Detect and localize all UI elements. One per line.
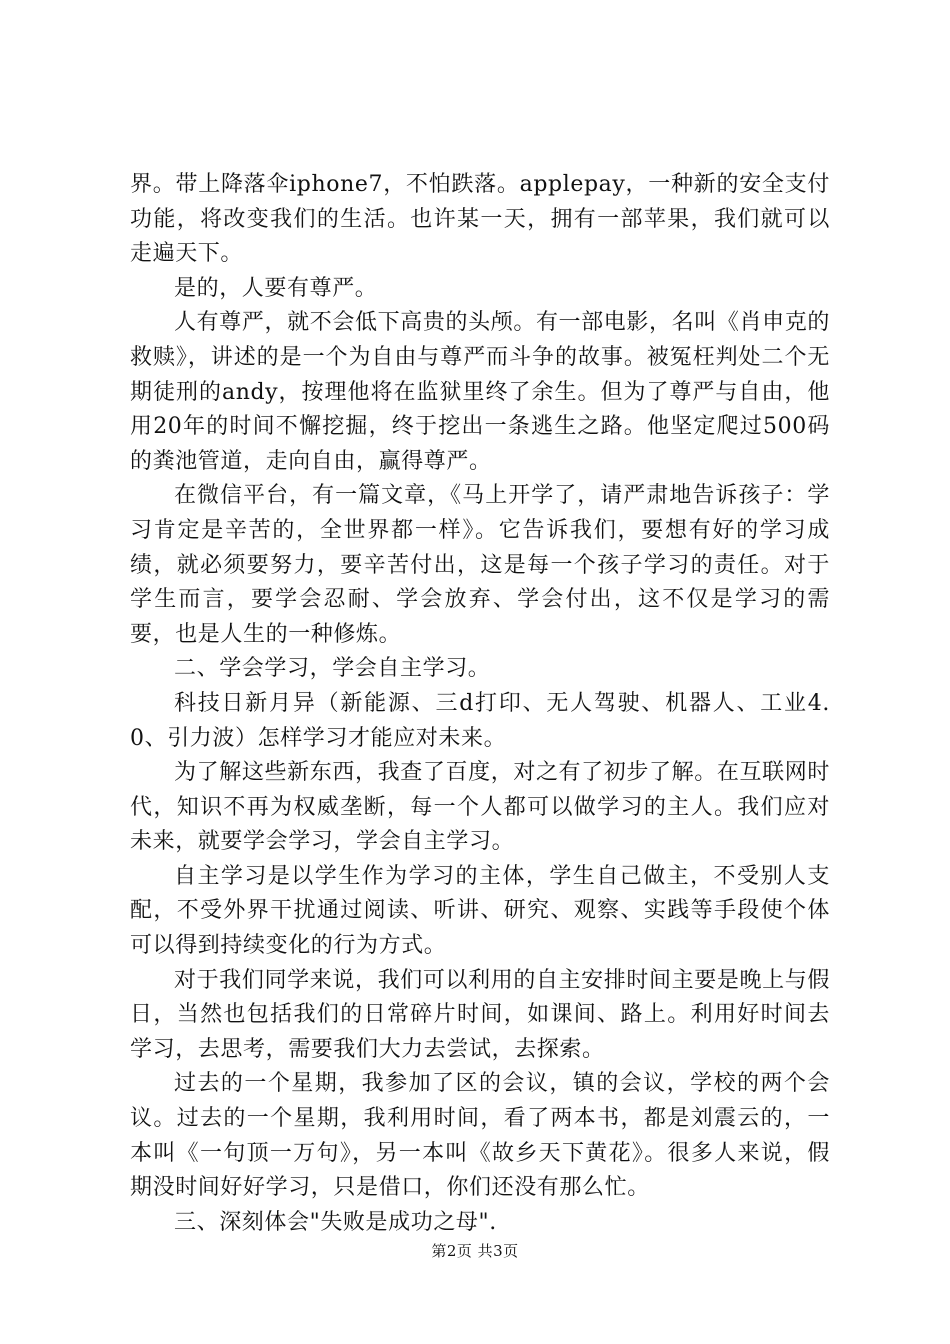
paragraph-wechat-article: 在微信平台，有一篇文章，《马上开学了，请严肃地告诉孩子：学习肯定是辛苦的，全世界都一样》。它告诉我们，要想有好的学习成绩，就必须要努力，要辛苦付出，这是每一个孩子学习的责任。对于学生而言，要学会忍耐、学会放弃、学会付出，这不仅是学习的需要，也是人生的一种修炼。 bbox=[130, 483, 830, 647]
paragraph-self-study-definition: 自主学习是以学生作为学习的主体，学生自己做主，不受别人支配，不受外界干扰通过阅读、听讲、研究、观察、实践等手段使个体可以得到持续变化的行为方式。 bbox=[130, 863, 830, 959]
section-heading-three: 三、深刻体会"失败是成功之母". bbox=[174, 1209, 497, 1235]
paragraph-shawshank: 人有尊严，就不会低下高贵的头颅。有一部电影，名叫《肖申克的救赎》，讲述的是一个为自由与尊严而斗争的故事。被冤枉判处二个无期徒刑的andy，按理他将在监狱里终了余生。但为了尊严与自由，他用20年的时间不懈挖掘，终于挖出一条逃生之路。他坚定爬过500码的粪池管道，走向自由，赢得尊严。 bbox=[130, 310, 830, 474]
paragraph-technology: 科技日新月异（新能源、三d打印、无人驾驶、机器人、工业4.0、引力波）怎样学习才能应对未来。 bbox=[130, 690, 830, 751]
paragraph-baidu: 为了解这些新东西，我查了百度，对之有了初步了解。在互联网时代，知识不再为权威垄断，每一个人都可以做学习的主人。我们应对未来，就要学会学习，学会自主学习。 bbox=[130, 760, 830, 855]
document-body bbox=[130, 168, 830, 1240]
page-number-footer: 第2页 共3页 bbox=[431, 1242, 519, 1260]
paragraph-time-usage: 对于我们同学来说，我们可以利用的自主安排时间主要是晚上与假日，当然也包括我们的日常碎片时间，如课间、路上。利用好时间去学习，去思考，需要我们大力去尝试，去探索。 bbox=[130, 967, 830, 1062]
paragraph-continuation: 界。带上降落伞iphone7，不怕跌落。applepay，一种新的安全支付功能，将改变我们的生活。也许某一天，拥有一部苹果，我们就可以走遍天下。 bbox=[130, 172, 830, 267]
paragraph-dignity-heading: 是的，人要有尊严。 bbox=[174, 275, 378, 301]
paragraph-past-week: 过去的一个星期，我参加了区的会议，镇的会议，学校的两个会议。过去的一个星期，我利用时间，看了两本书，都是刘震云的，一本叫《一句顶一万句》，另一本叫《故乡天下黄花》。很多人来说，假期没时间好好学习，只是借口，你们还没有那么忙。 bbox=[130, 1071, 830, 1201]
section-heading-two: 二、学会学习，学会自主学习。 bbox=[174, 656, 491, 682]
